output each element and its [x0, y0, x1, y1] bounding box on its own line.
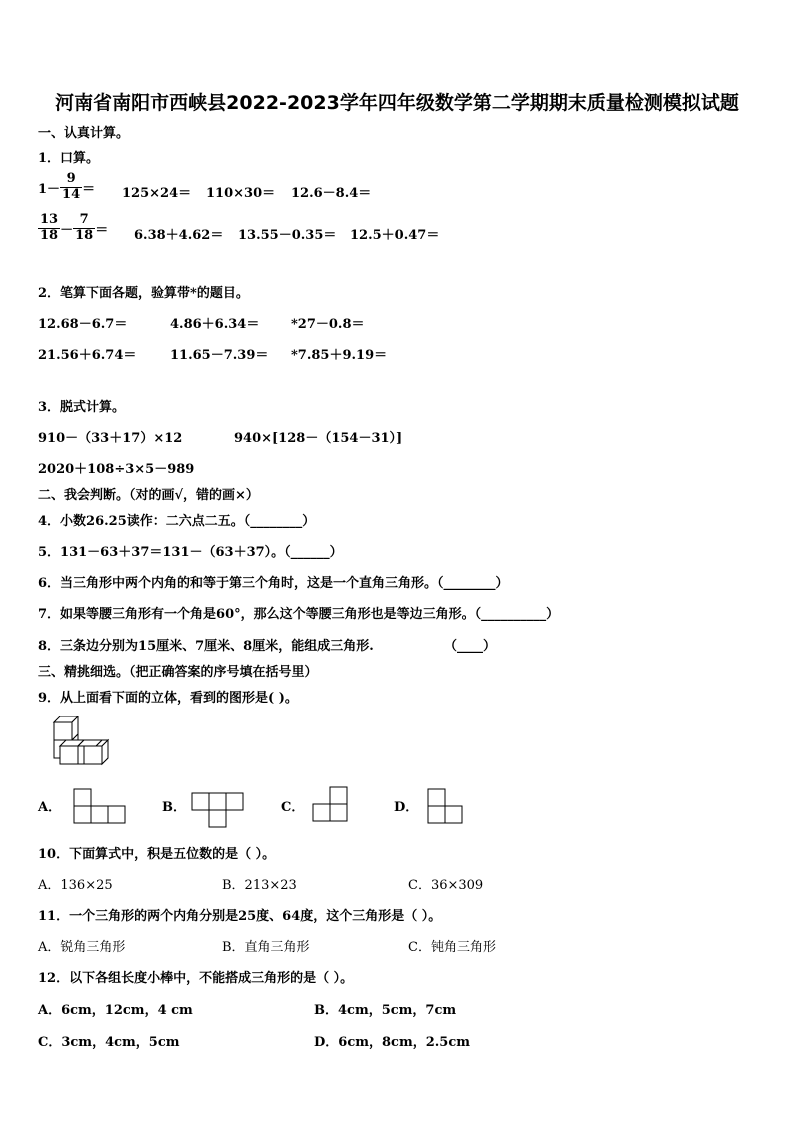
q9-option-d-figure — [427, 788, 465, 824]
q1-item-6: 6.38＋4.62＝ — [134, 228, 224, 243]
q10-option-a[interactable]: A．136×25 — [38, 878, 113, 893]
q9-option-d-label[interactable]: D． — [394, 800, 419, 815]
q9-option-a-label[interactable]: A． — [38, 800, 62, 815]
q1-item-7: 13.55－0.35＝ — [238, 228, 337, 243]
q9-option-b-figure — [191, 792, 245, 828]
q11-option-b[interactable]: B．直角三角形 — [222, 940, 310, 955]
page-title: 河南省南阳市西峡县2022-2023学年四年级数学第二学期期末质量检测模拟试题 — [55, 92, 739, 114]
q10-option-c[interactable]: C．36×309 — [408, 878, 484, 893]
judge-q4: 4．小数26.25读作：二六点二五。（________） — [38, 514, 316, 529]
q1-item-5: $\frac{13}{18}$ － $\frac{7}{18}$ ＝ — [40, 212, 109, 243]
q10-option-b[interactable]: B．213×23 — [222, 878, 297, 893]
q2-item-3: *27－0.8＝ — [291, 317, 365, 332]
q9-question: 9．从上面看下面的立体，看到的图形是( )。 — [38, 691, 298, 706]
q3-item-2: 940×[128－（154－31）] — [234, 431, 403, 446]
judge-q5: 5．131－63＋37＝131－（63＋37）。（______） — [38, 545, 343, 560]
q2-item-4: 21.56＋6.74＝ — [38, 348, 137, 363]
q2-item-5: 11.65－7.39＝ — [170, 348, 269, 363]
q12-option-a[interactable]: A．6cm，12cm，4 cm — [38, 1003, 193, 1018]
judge-q8: 8．三条边分别为15厘米、7厘米、8厘米，能组成三角形. — [38, 639, 374, 654]
judge-q6: 6．当三角形中两个内角的和等于第三个角时，这是一个直角三角形。（________） — [38, 576, 509, 591]
q9-option-b-label[interactable]: B． — [162, 800, 186, 815]
q9-option-a-figure — [73, 788, 127, 824]
q1-heading: 1．口算。 — [38, 151, 100, 166]
q1-item-4: 12.6－8.4＝ — [291, 186, 372, 201]
q2-item-6: *7.85＋9.19＝ — [291, 348, 388, 363]
q1-item-8: 12.5＋0.47＝ — [350, 228, 440, 243]
q3-item-3: 2020＋108÷3×5－989 — [38, 462, 195, 477]
q9-option-c-figure — [312, 786, 350, 822]
q9-option-c-label[interactable]: C． — [281, 800, 305, 815]
cube-solid-figure — [48, 716, 114, 768]
q1-item-1: 1－ $\frac{9}{14}$ ＝ — [38, 171, 96, 202]
q11-option-c[interactable]: C．钝角三角形 — [408, 940, 496, 955]
q11-option-a[interactable]: A．锐角三角形 — [38, 940, 126, 955]
judge-q7: 7．如果等腰三角形有一个角是60°，那么这个等腰三角形也是等边三角形。（__________） — [38, 607, 560, 622]
q12-option-c[interactable]: C．3cm，4cm，5cm — [38, 1035, 180, 1050]
q12-option-b[interactable]: B．4cm，5cm，7cm — [314, 1003, 457, 1018]
q1-item-2: 125×24＝ — [122, 186, 192, 201]
judge-q8-blank: （____） — [444, 639, 497, 654]
q3-item-1: 910－（33＋17）×12 — [38, 431, 183, 446]
q11-question: 11．一个三角形的两个内角分别是25度、64度，这个三角形是（ ）。 — [38, 909, 442, 924]
q2-item-2: 4.86＋6.34＝ — [170, 317, 260, 332]
section-1-heading: 一、认真计算。 — [38, 126, 130, 141]
q1-item-3: 110×30＝ — [206, 186, 276, 201]
q12-option-d[interactable]: D．6cm，8cm，2.5cm — [314, 1035, 470, 1050]
q2-item-1: 12.68－6.7＝ — [38, 317, 128, 332]
section-3-heading: 三、精挑细选。（把正确答案的序号填在括号里） — [38, 665, 318, 680]
q10-question: 10．下面算式中，积是五位数的是（ ）。 — [38, 847, 276, 862]
q12-question: 12．以下各组长度小棒中，不能搭成三角形的是（ ）。 — [38, 971, 354, 986]
section-2-heading: 二、我会判断。（对的画√，错的画×） — [38, 488, 259, 503]
q3-heading: 3．脱式计算。 — [38, 400, 126, 415]
q2-heading: 2．笔算下面各题，验算带*的题目。 — [38, 286, 249, 301]
